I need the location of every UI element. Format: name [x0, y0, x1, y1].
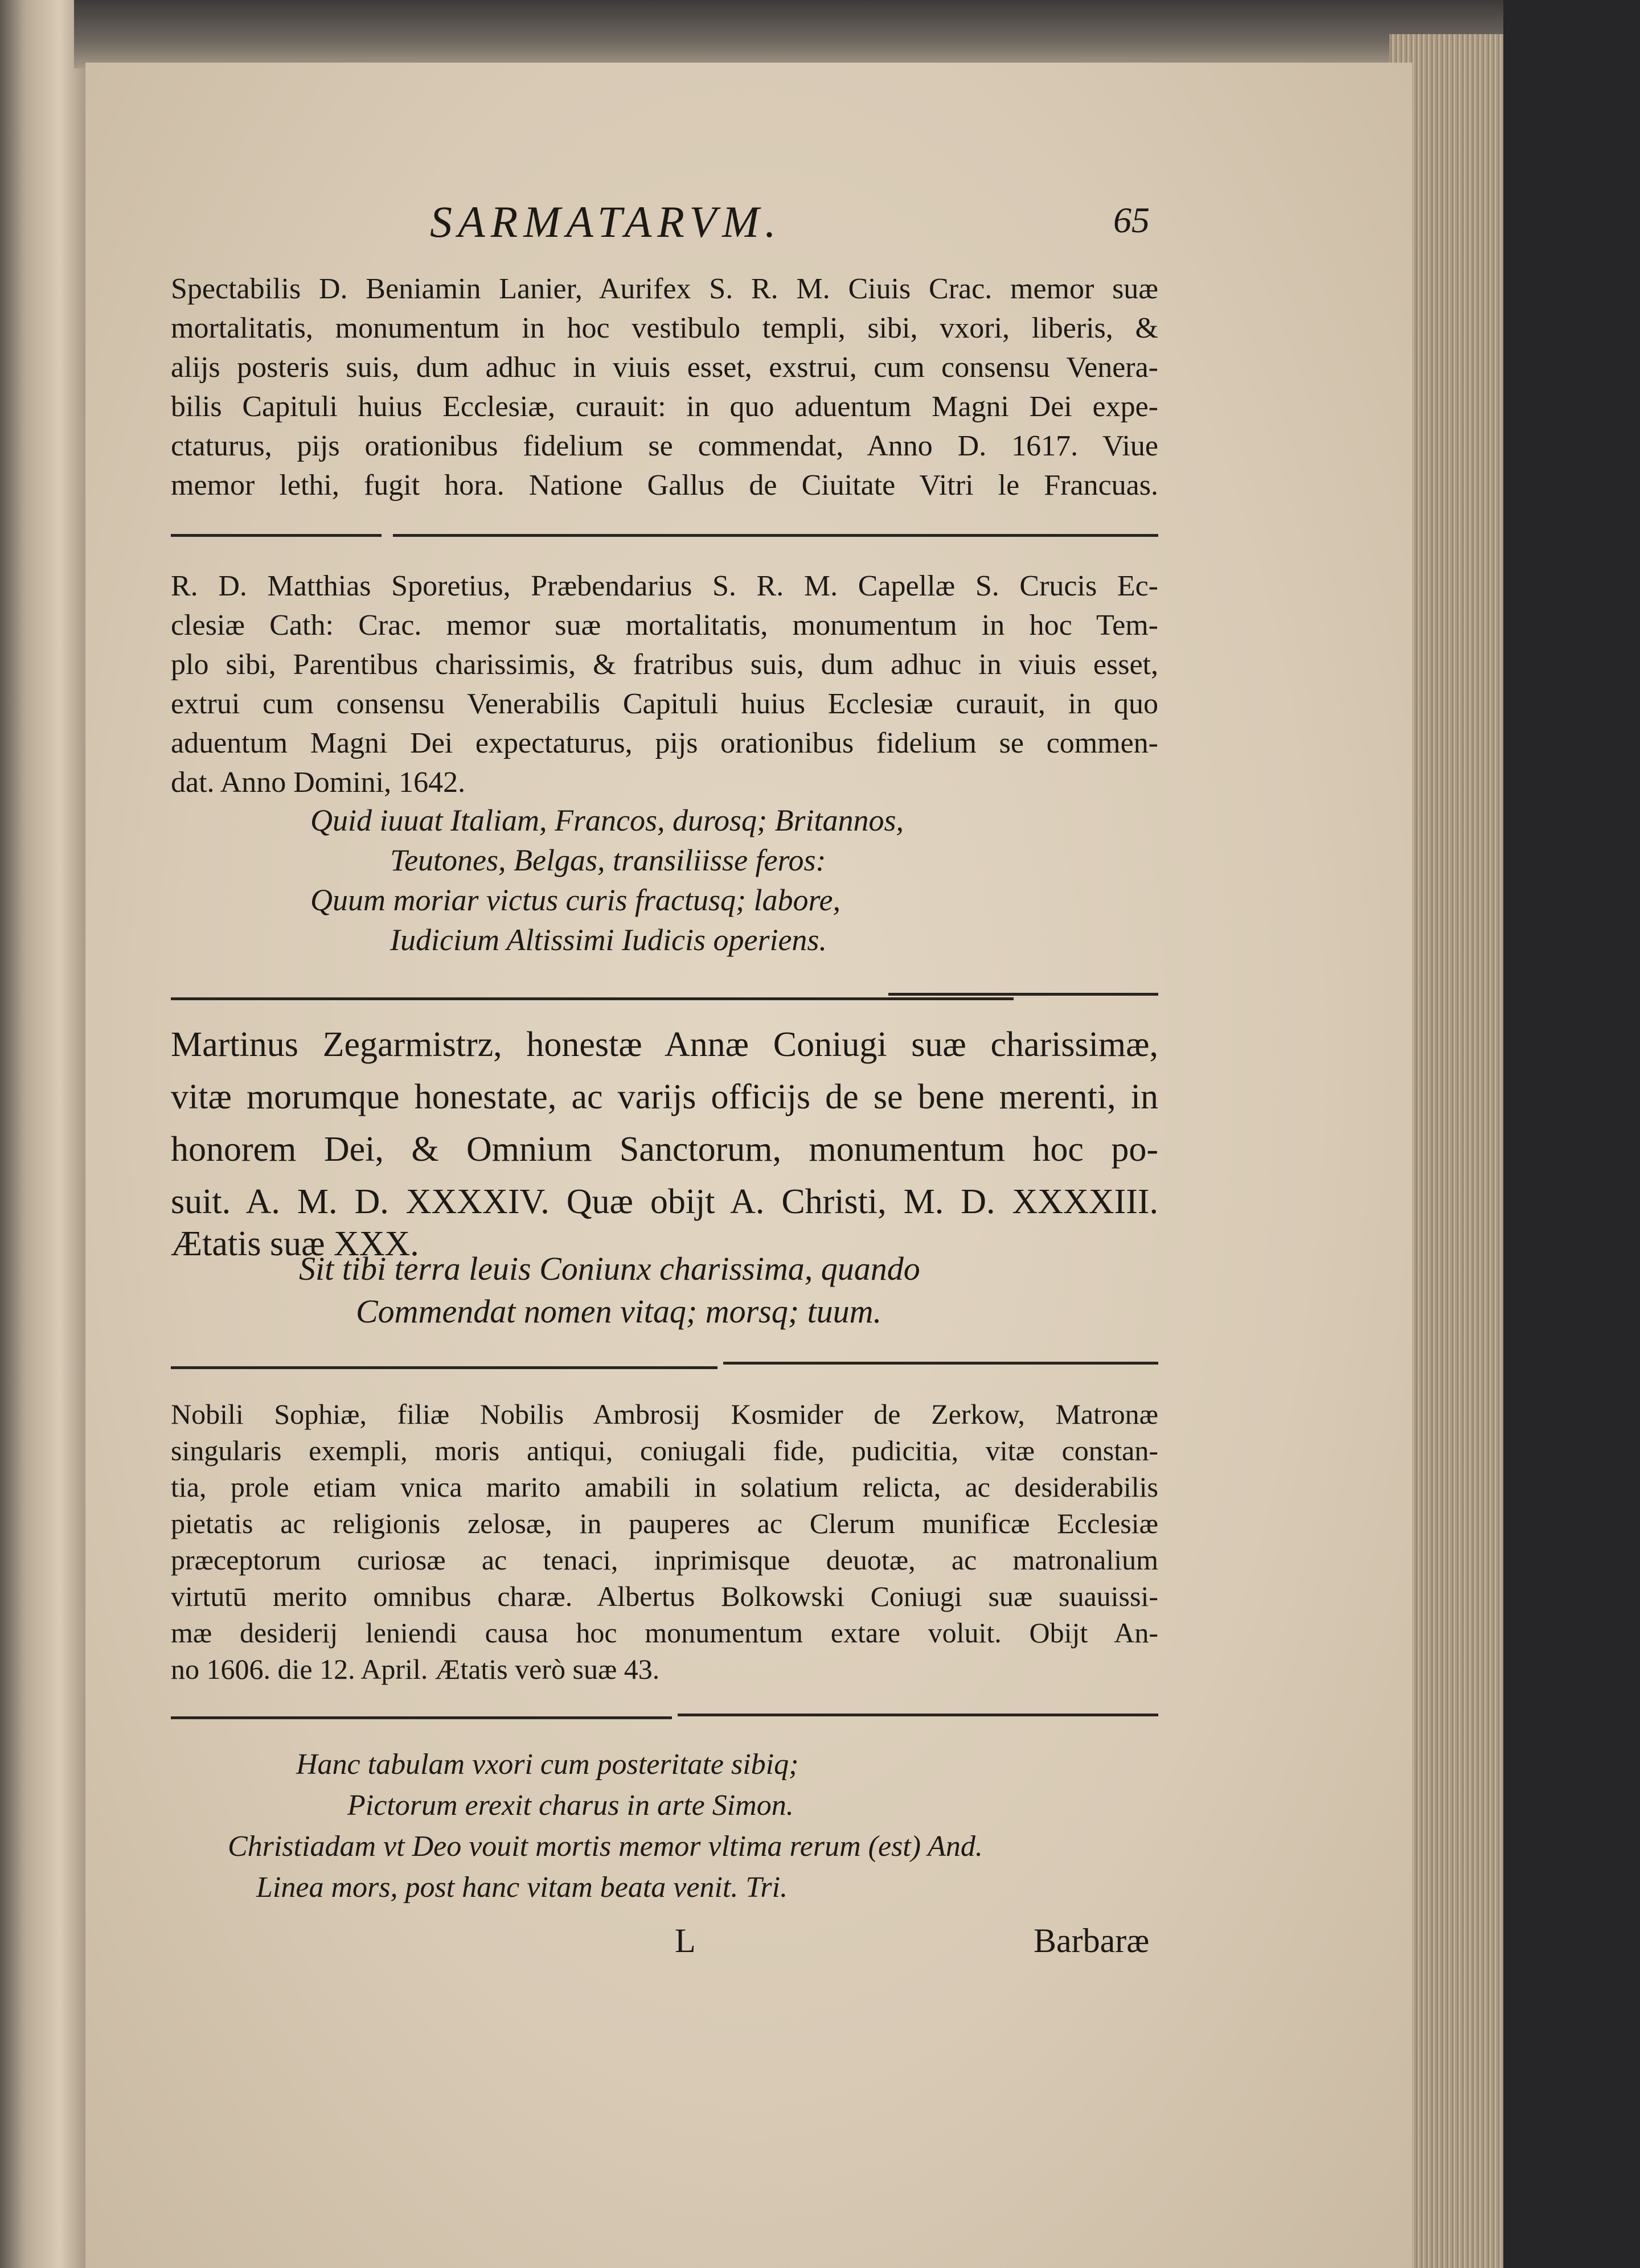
text-line: præceptorum curiosæ ac tenaci, inprimisque deuotæ, ac matronalium	[171, 1544, 1158, 1576]
divider-rule	[171, 1716, 672, 1719]
text-line: bilis Capituli huius Ecclesiæ, curauit: in quo aduentum Magni Dei expe-	[171, 391, 1158, 423]
text-line: R. D. Matthias Sporetius, Præbendarius S. R. M. Capellæ S. Crucis Ec-	[171, 570, 1158, 602]
text-line: memor lethi, fugit hora. Natione Gallus de Ciuitate Vitri le Francuas.	[171, 469, 1158, 502]
book-top-edge	[74, 0, 1509, 68]
divider-rule	[171, 534, 382, 537]
verse-line: Quum moriar victus curis fractusq; labore,	[310, 883, 840, 917]
text-line: mortalitatis, monumentum in hoc vestibulo templi, sibi, vxori, liberis, &	[171, 312, 1158, 344]
verse-line: Commendat nomen vitaq; morsq; tuum.	[356, 1293, 882, 1330]
verse-line: Sit tibi terra leuis Coniunx charissima, quando	[299, 1250, 920, 1287]
signature-mark: L	[675, 1922, 696, 1959]
page-number: 65	[1113, 200, 1150, 240]
text-line: Spectabilis D. Beniamin Lanier, Aurifex S. R. M. Ciuis Crac. memor suæ	[171, 273, 1158, 305]
text-line: plo sibi, Parentibus charissimis, & fratribus suis, dum adhuc in viuis esset,	[171, 648, 1158, 681]
verse-line: Iudicium Altissimi Iudicis operiens.	[390, 923, 827, 957]
text-line: Nobili Sophiæ, filiæ Nobilis Ambrosij Kosmider de Zerkow, Matronæ	[171, 1398, 1158, 1430]
background	[1503, 0, 1640, 2268]
text-line: dat. Anno Domini, 1642.	[171, 766, 466, 799]
text-line: Martinus Zegarmistrz, honestæ Annæ Coniugi suæ charissimæ,	[171, 1025, 1158, 1064]
text-line: pietatis ac religionis zelosæ, in pauperes ac Clerum munificæ Ecclesiæ	[171, 1507, 1158, 1539]
text-line: vitæ morumque honestate, ac varijs officijs de se bene merenti, in	[171, 1078, 1158, 1116]
text-line: no 1606. die 12. April. Ætatis verò suæ 43.	[171, 1653, 660, 1685]
verse-line: Teutones, Belgas, transiliisse feros:	[390, 843, 826, 877]
text-line: singularis exempli, moris antiqui, coniugali fide, pudicitia, vitæ constan-	[171, 1435, 1158, 1466]
text-line: suit. A. M. D. XXXXIV. Quæ obijt A. Christi, M. D. XXXXIII.	[171, 1182, 1158, 1221]
verse-line: Pictorum erexit charus in arte Simon.	[347, 1789, 794, 1822]
running-title: SARMATARVM.	[430, 197, 782, 246]
text-line: virtutū merito omnibus charæ. Albertus Bolkowski Coniugi suæ suauissi-	[171, 1580, 1158, 1612]
text-line: clesiæ Cath: Crac. memor suæ mortalitatis, monumentum in hoc Tem-	[171, 609, 1158, 642]
verse-line: Christiadam vt Deo vouit mortis memor vltima rerum (est) And.	[228, 1830, 983, 1863]
text-line: ctaturus, pijs orationibus fidelium se commendat, Anno D. 1617. Viue	[171, 430, 1158, 462]
text-line: tia, prole etiam vnica marito amabili in solatium relicta, ac desiderabilis	[171, 1471, 1158, 1503]
catchword: Barbaræ	[1034, 1922, 1150, 1959]
text-line: honorem Dei, & Omnium Sanctorum, monumentum hoc po-	[171, 1130, 1158, 1169]
text-line: mæ desiderij leniendi causa hoc monumentum extare voluit. Obijt An-	[171, 1617, 1158, 1649]
divider-rule	[171, 997, 1014, 1000]
text-line: alijs posteris suis, dum adhuc in viuis esset, exstrui, cum consensu Venera-	[171, 351, 1158, 384]
facing-page-edge	[0, 0, 85, 2268]
divider-rule	[678, 1714, 1158, 1716]
divider-rule	[888, 993, 1158, 996]
verse-line: Linea mors, post hanc vitam beata venit. Tri.	[256, 1871, 788, 1904]
divider-rule	[393, 534, 1158, 537]
divider-rule	[171, 1366, 718, 1369]
text-line: extrui cum consensu Venerabilis Capituli huius Ecclesiæ curauit, in quo	[171, 688, 1158, 720]
verse-line: Hanc tabulam vxori cum posteritate sibiq;	[296, 1748, 799, 1781]
text-line: aduentum Magni Dei expectaturus, pijs orationibus fidelium se commen-	[171, 727, 1158, 759]
text-line: Ætatis suæ XXX.	[171, 1225, 419, 1263]
divider-rule	[723, 1362, 1158, 1365]
verse-line: Quid iuuat Italiam, Francos, durosq; Britannos,	[310, 803, 904, 837]
